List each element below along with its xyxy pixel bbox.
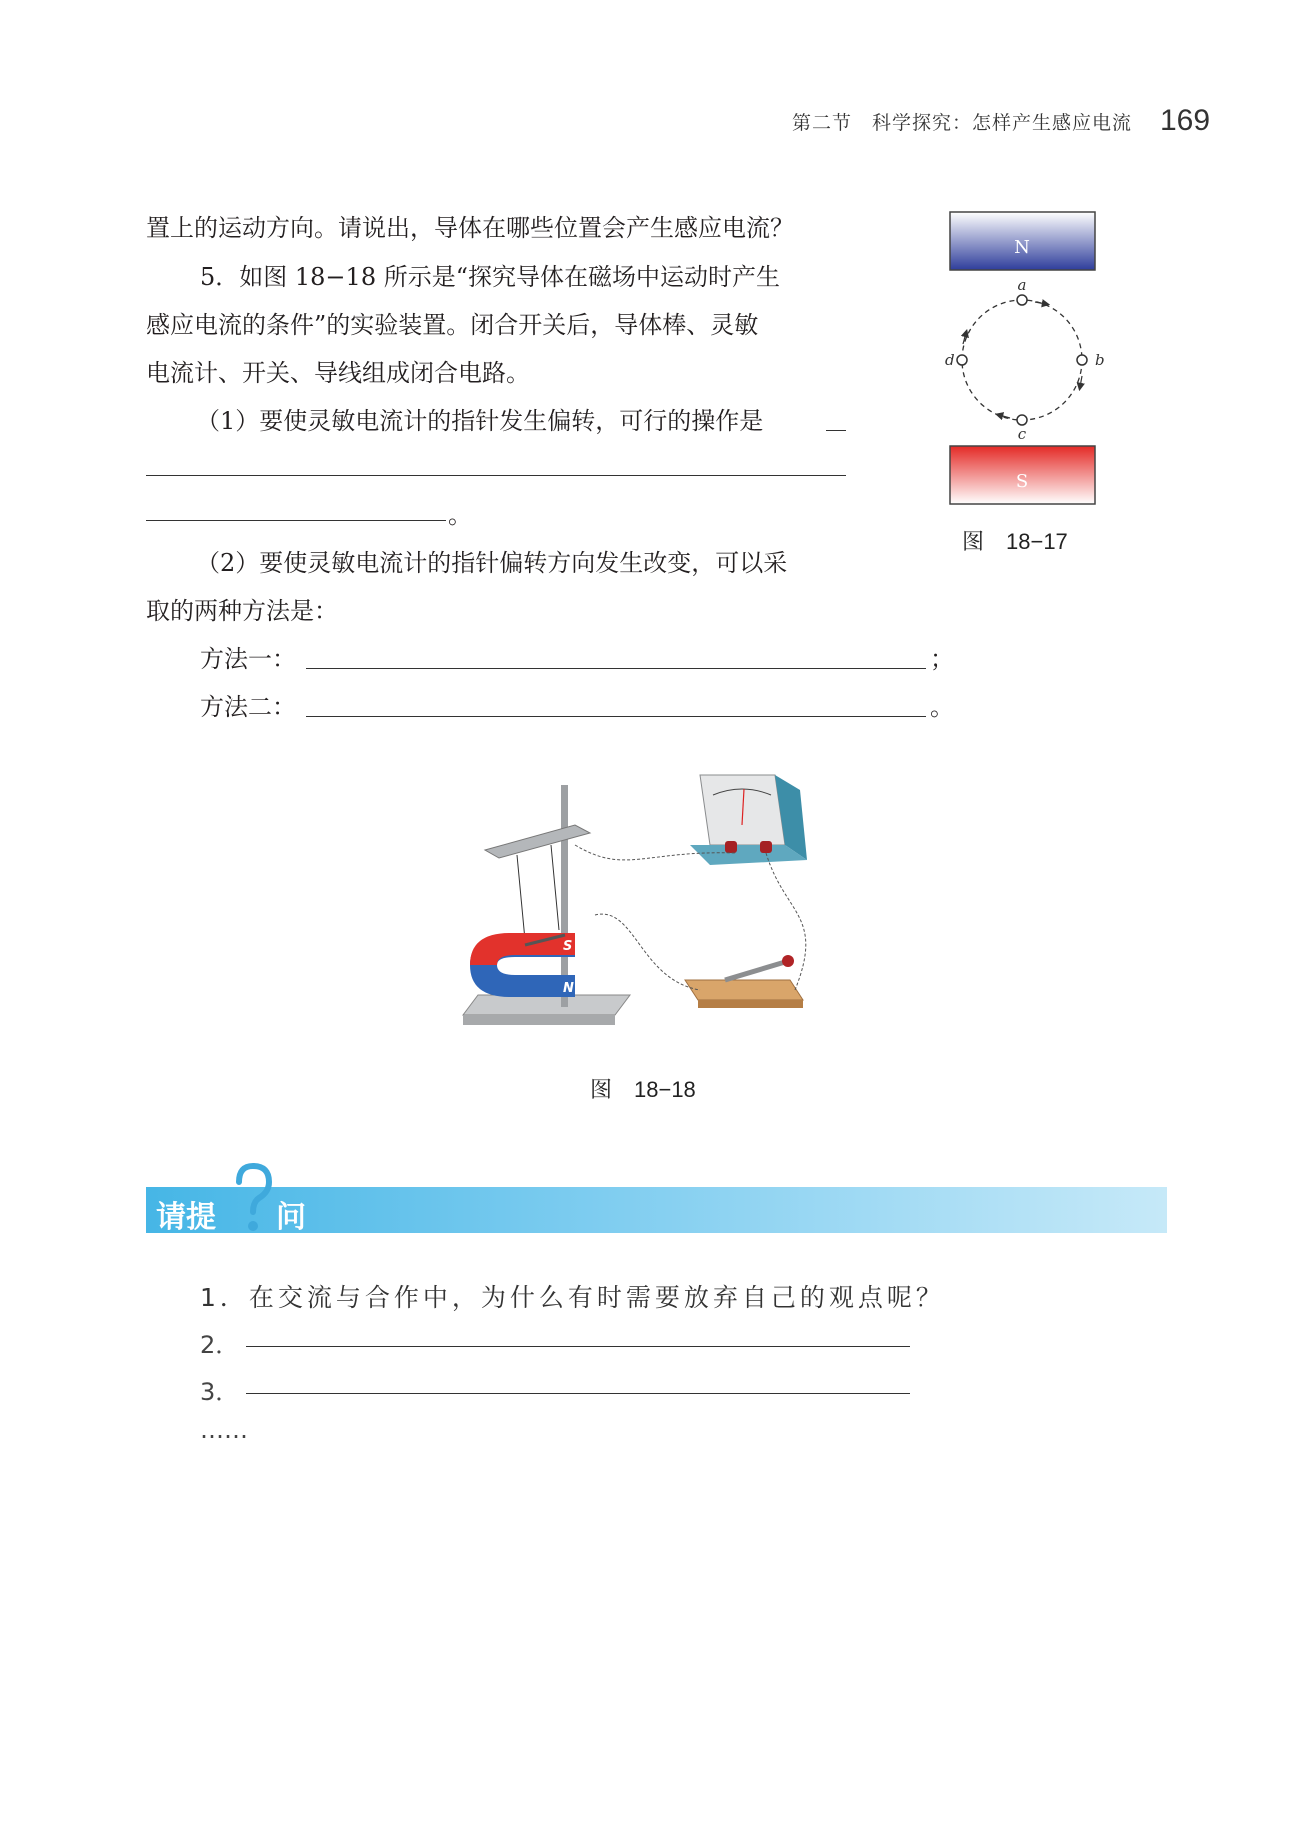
- terminal-right: [760, 841, 772, 853]
- wire-2: [595, 914, 700, 990]
- label-d: d: [945, 351, 955, 369]
- ask-question-3-blank[interactable]: [246, 1393, 910, 1394]
- north-pole-label: N: [1014, 237, 1030, 258]
- banner-label-part2: 问: [276, 1200, 306, 1235]
- stand-rod: [561, 785, 568, 1007]
- point-d: [957, 355, 967, 365]
- answer-blank-1b[interactable]: [146, 475, 846, 476]
- method-1-blank[interactable]: [306, 668, 926, 669]
- question-5-line2: 感应电流的条件”的实验装置。闭合开关后，导体棒、灵敏: [146, 311, 759, 339]
- ask-question-3-number: 3．: [200, 1378, 240, 1406]
- ask-question-1: 1．在交流与合作中，为什么有时需要放弃自己的观点呢？: [200, 1283, 945, 1312]
- figure-18-17: [940, 210, 1130, 516]
- switch-lever: [725, 962, 785, 980]
- south-pole-label: S: [1015, 471, 1029, 492]
- point-c: [1017, 415, 1027, 425]
- question-5-line1: 5．如图 18−18 所示是“探究导体在磁场中运动时产生: [200, 263, 780, 291]
- clamp-arm: [485, 825, 590, 858]
- answer-blank-1c[interactable]: [146, 520, 446, 521]
- figure-18-18-caption: 图 18−18: [590, 1077, 696, 1102]
- ask-ellipsis: ……: [200, 1416, 248, 1444]
- method-1-label: 方法一：: [200, 645, 296, 673]
- method-2-blank[interactable]: [306, 716, 926, 717]
- terminal-left: [725, 841, 737, 853]
- figure-18-17-caption: 图 18−17: [962, 529, 1068, 554]
- method-1-end: ；: [930, 645, 954, 673]
- direction-arrow-b: [1080, 376, 1082, 387]
- banner-label-part1: 请提: [156, 1200, 216, 1235]
- ask-question-2-blank[interactable]: [246, 1346, 910, 1347]
- switch-handle: [782, 955, 794, 967]
- label-a: a: [1017, 276, 1027, 294]
- label-b: b: [1095, 351, 1105, 369]
- magnet-s-label: S: [563, 939, 573, 954]
- sub-question-2-line2: 取的两种方法是：: [146, 597, 338, 625]
- method-2-end: 。: [930, 693, 954, 721]
- point-b: [1077, 355, 1087, 365]
- ask-question-2-number: 2．: [200, 1331, 240, 1359]
- switch-base-front: [698, 1000, 803, 1008]
- figure-18-18: [455, 765, 845, 1050]
- method-2-label: 方法二：: [200, 693, 296, 721]
- period-mark: 。: [448, 501, 472, 529]
- point-a: [1017, 295, 1027, 305]
- sub-question-1: （1）要使灵敏电流计的指针发生偏转，可行的操作是: [196, 407, 764, 435]
- suspension-wire-right: [551, 845, 559, 930]
- magnet-n-label: N: [563, 981, 574, 996]
- question-mark-icon: [231, 1162, 275, 1234]
- label-c: c: [1017, 425, 1027, 443]
- section-title: 第二节 科学探究：怎样产生感应电流: [792, 112, 1133, 134]
- sub-question-2-line1: （2）要使灵敏电流计的指针偏转方向发生改变，可以采: [196, 549, 788, 577]
- answer-blank-1a[interactable]: [826, 430, 846, 431]
- wire-3: [766, 853, 806, 990]
- stand-base: [463, 995, 630, 1015]
- text-line-prev: 置上的运动方向。请说出，导体在哪些位置会产生感应电流？: [146, 214, 794, 242]
- question-5-line3: 电流计、开关、导线组成闭合电路。: [146, 359, 530, 387]
- stand-base-front: [463, 1015, 615, 1025]
- page-number: 169: [1160, 104, 1211, 137]
- switch-base: [685, 980, 803, 1000]
- motion-path: [962, 300, 1082, 420]
- suspension-wire-left: [517, 855, 525, 940]
